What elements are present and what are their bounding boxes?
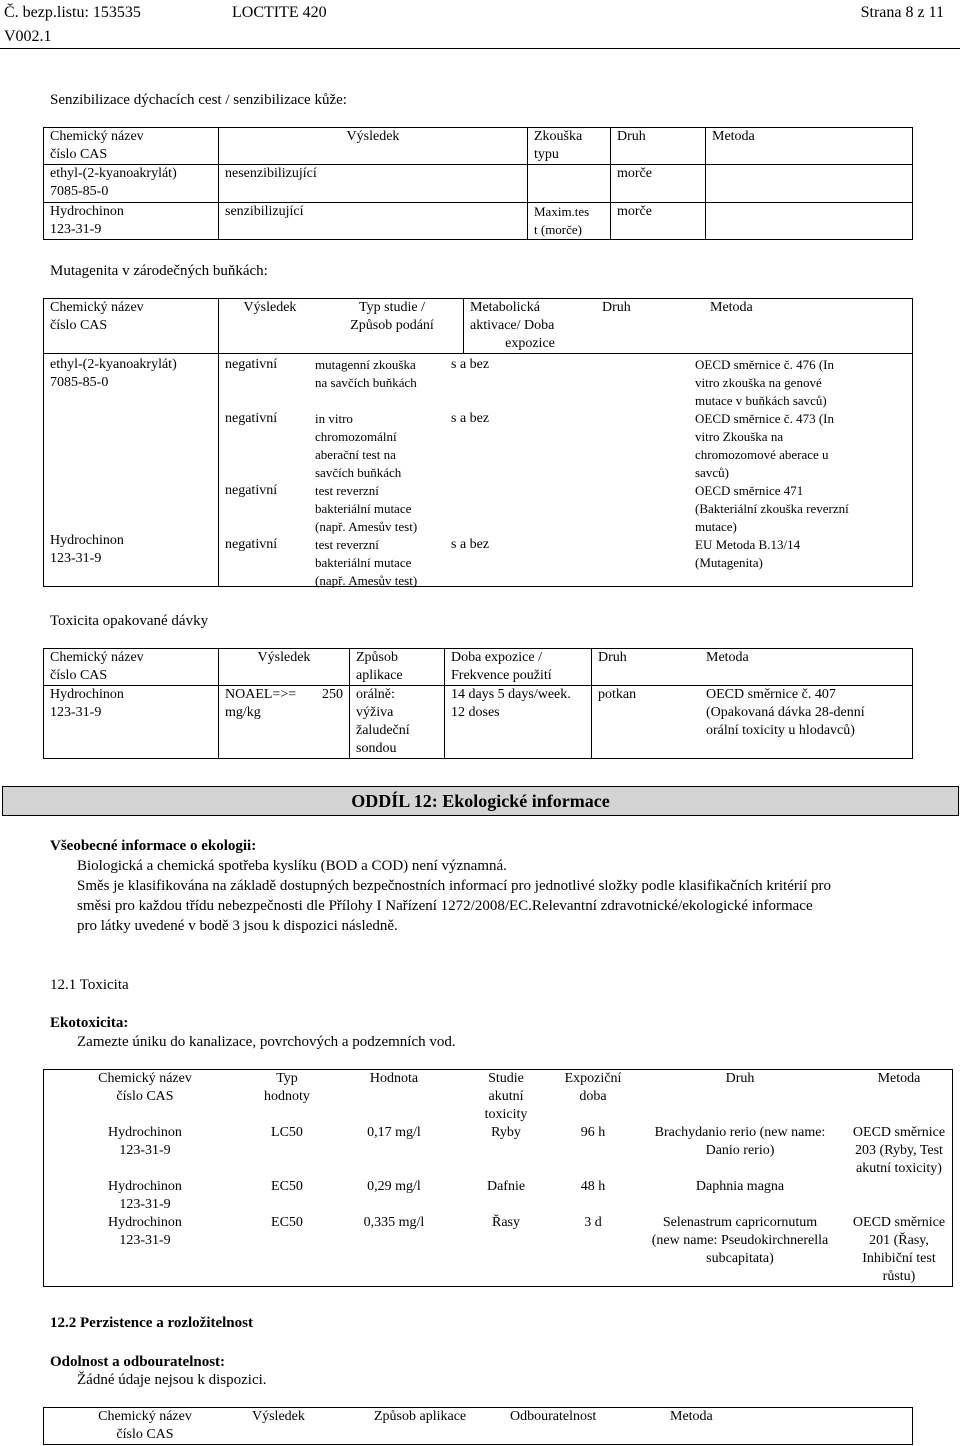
col-header-result: Výsledek (346, 129, 400, 144)
col-header-degradability: Odbouratelnost (510, 1409, 597, 1424)
study-type-cont: aberační test na (315, 447, 396, 462)
study-type-cont: bakteriální mutace (315, 555, 412, 570)
exposure-cell: 3 d (584, 1215, 602, 1230)
result-cell: nesenzibilizující (219, 165, 528, 203)
study-type: mutagenní zkouška (315, 357, 416, 372)
value-cell: 0,29 mg/l (367, 1179, 421, 1194)
cas-number: 123-31-9 (50, 551, 102, 566)
degradability-title: Odolnost a odbouratelnost: (50, 1354, 226, 1370)
table-row (44, 165, 913, 203)
method-line: OECD směrnice č. 473 (In (695, 411, 834, 426)
species-cell: potkan (592, 686, 701, 759)
method-line: savců) (695, 465, 729, 480)
degradability-text: Žádné údaje nejsou k dispozici. (77, 1372, 267, 1388)
col-header-species: Druh (725, 1071, 755, 1086)
col-header-cas: číslo CAS (116, 1089, 174, 1104)
text-line: směsi pro každou třídu nebezpečnosti dle Přílohy I Nařízení 1272/2008/EC.Relevantní zdravotnické/ekologické informace (77, 898, 813, 914)
ecotoxicity-title: Ekotoxicita: (50, 1015, 129, 1031)
result-cell: senzibilizující (219, 203, 528, 240)
cas-number: 7085-85-0 (50, 375, 109, 390)
study-type-cont: bakteriální mutace (315, 501, 412, 516)
method-line: mutace) (695, 519, 737, 534)
value-cell: 0,335 mg/l (363, 1215, 425, 1230)
substance-name: Hydrochinon (108, 1215, 182, 1230)
header-rule (0, 48, 960, 49)
study-type-cont: savčích buňkách (315, 465, 402, 480)
col-header-method: Metoda (712, 129, 755, 144)
col-header-method: Metoda (877, 1071, 921, 1086)
species-line: Danio rerio) (705, 1143, 775, 1158)
col-header-name: Chemický název (50, 650, 144, 665)
method-line: 201 (Řasy, (869, 1233, 929, 1248)
study-type-cont: (např. Amesův test) (315, 573, 418, 588)
application-line: sondou (356, 741, 397, 756)
col-header-value: Hodnota (369, 1071, 419, 1086)
section-12-banner (2, 786, 959, 816)
cas-number: 123-31-9 (119, 1233, 171, 1248)
col-header-study-3: toxicity (484, 1107, 528, 1122)
substance-name: ethyl-(2-kyanoakrylát) (50, 166, 177, 181)
substance-name: Hydrochinon (50, 204, 124, 219)
exposure-cell: 48 h (580, 1179, 606, 1194)
col-header-cas: číslo CAS (50, 318, 108, 333)
col-header-exposure: Expoziční (564, 1071, 622, 1086)
duration-line: 14 days 5 days/week. (451, 687, 571, 702)
table-row (44, 203, 913, 240)
application-line: žaludeční (356, 723, 410, 738)
study-type: test reverzní (315, 537, 379, 552)
col-header-result: Výsledek (257, 650, 311, 665)
method-line: OECD směrnice č. 407 (706, 687, 836, 702)
col-header-result: Výsledek (252, 1409, 305, 1424)
study-cell: Ryby (491, 1125, 521, 1140)
sheet-number: Č. bezp.listu: 153535 (4, 4, 141, 21)
application-line: orálně: (356, 687, 395, 702)
test-type-cont: t (morče) (534, 222, 583, 237)
substance-name: Hydrochinon (50, 533, 124, 548)
study-type: in vitro (315, 411, 353, 426)
species-line: subcapitata) (706, 1251, 774, 1266)
col-header-activation: Metabolická (470, 300, 540, 315)
text-line: pro látky uvedené v bodě 3 jsou k dispozici následně. (77, 918, 398, 934)
species-line: Daphnia magna (695, 1179, 785, 1194)
method-line: mutace v buňkách savců) (695, 393, 827, 408)
col-header-cas: číslo CAS (50, 147, 108, 162)
col-header-result: Výsledek (243, 300, 297, 315)
result-cell: negativní (225, 483, 278, 498)
product-name: LOCTITE 420 (232, 4, 327, 21)
general-eco-title: Všeobecné informace o ekologii: (50, 838, 257, 854)
result-cell: NOAEL=>= (225, 687, 297, 702)
col-header-type: Typ (276, 1071, 298, 1086)
col-header-frequency: Frekvence použití (451, 668, 552, 683)
study-cell: Řasy (492, 1215, 520, 1230)
mutagenicity-table (43, 298, 913, 587)
col-header-method: Metoda (710, 300, 753, 315)
repeat-dose-table (43, 648, 913, 759)
method-line: OECD směrnice č. 476 (In (695, 357, 834, 372)
col-header-method: Metoda (706, 650, 749, 665)
study-type-cont: (např. Amesův test) (315, 519, 418, 534)
duration-line: 12 doses (451, 705, 500, 720)
degradability-table (43, 1407, 913, 1445)
activation-cell: s a bez (451, 357, 490, 372)
repeat-dose-title: Toxicita opakované dávky (50, 613, 209, 629)
col-header-application: Způsob podání (350, 318, 434, 333)
section-12-title: ODDÍL 12: Ekologické informace (351, 791, 610, 811)
col-header-duration: Doba expozice / (451, 650, 542, 665)
col-header-name: Chemický název (50, 129, 144, 144)
sensitization-title: Senzibilizace dýchacích cest / senzibilizace kůže: (50, 92, 347, 108)
col-header-species: Druh (598, 650, 627, 665)
cas-number: 123-31-9 (50, 705, 102, 720)
col-header-cas: číslo CAS (116, 1427, 174, 1442)
method-line: (Bakteriální zkouška reverzní (695, 501, 849, 516)
method-line: 203 (Ryby, Test (855, 1143, 943, 1158)
col-header-study-2: akutní (488, 1089, 524, 1104)
general-eco-text (77, 856, 947, 936)
method-line: orální toxicity u hlodavců) (706, 723, 855, 738)
col-header-activation-2: aktivace/ Doba (470, 318, 555, 333)
table-row (44, 1124, 953, 1178)
value-type: EC50 (271, 1215, 303, 1230)
cas-number: 7085-85-0 (50, 184, 109, 199)
col-header-test-type: typu (534, 147, 559, 162)
col-header-study-type: Typ studie / (359, 300, 425, 315)
value-type: LC50 (271, 1125, 303, 1140)
col-header-species: Druh (617, 129, 646, 144)
study-type-cont: na savčích buňkách (315, 375, 417, 390)
toxicity-heading: 12.1 Toxicita (50, 977, 129, 993)
col-header-name: Chemický název (98, 1409, 192, 1424)
study-cell: Dafnie (486, 1179, 526, 1194)
activation-cell: s a bez (451, 537, 490, 552)
test-type: Maxim.tes (534, 204, 590, 219)
page-number: Strana 8 z 11 (860, 4, 944, 21)
persistence-heading: 12.2 Perzistence a rozložitelnost (50, 1315, 253, 1331)
cas-number: 123-31-9 (119, 1143, 171, 1158)
col-header-method: Metoda (670, 1409, 713, 1424)
version: V002.1 (4, 28, 52, 45)
study-type-cont: chromozomální (315, 429, 397, 444)
result-cell: negativní (225, 357, 278, 372)
result-cell: negativní (225, 411, 278, 426)
text-line: Biologická a chemická spotřeba kyslíku (BOD a COD) není významná. (77, 858, 507, 874)
method-line: EU Metoda B.13/14 (695, 537, 801, 552)
ecotoxicity-text: Zamezte úniku do kanalizace, povrchových a podzemních vod. (77, 1034, 456, 1050)
col-header-species: Druh (602, 300, 631, 315)
species-cell: morče (611, 203, 706, 240)
table-row (44, 686, 913, 759)
method-line: OECD směrnice (852, 1215, 946, 1230)
mutagenicity-title: Mutagenita v zárodečných buňkách: (50, 263, 268, 279)
species-cell: morče (611, 165, 706, 203)
sensitization-table (43, 127, 913, 240)
species-line: (new name: Pseudokirchnerella (651, 1233, 829, 1248)
cas-number: 123-31-9 (50, 222, 102, 237)
col-header-application-2: aplikace (356, 668, 403, 683)
table-row (44, 1178, 953, 1214)
col-header-test: Zkouška (534, 129, 583, 144)
cas-number: 123-31-9 (119, 1197, 171, 1212)
species-line: Brachydanio rerio (new name: (654, 1125, 826, 1140)
method-line: chromozomové aberace u (695, 447, 829, 462)
table-row (44, 1214, 953, 1287)
method-line: OECD směrnice 471 (695, 483, 804, 498)
ecotoxicity-table (43, 1069, 953, 1287)
study-type: test reverzní (315, 483, 379, 498)
species-line: Selenastrum capricornutum (662, 1215, 818, 1230)
col-header-type-2: hodnoty (264, 1089, 310, 1104)
method-line: vitro zkouška na genové (695, 375, 822, 390)
col-header-exposure-2: doba (579, 1089, 607, 1104)
activation-cell: s a bez (451, 411, 490, 426)
substance-name: Hydrochinon (108, 1125, 182, 1140)
value-cell: 0,17 mg/l (367, 1125, 421, 1140)
method-line: Inhibiční test růstu) (862, 1251, 936, 1284)
col-header-activation-3: expozice (505, 336, 555, 351)
text-line: Směs je klasifikována na základě dostupných bezpečnostních informací pro jednotlivé složky podle klasifikačních kritérií pro (77, 878, 831, 894)
method-line: (Mutagenita) (695, 555, 763, 570)
col-header-study: Studie (488, 1071, 524, 1086)
value-type: EC50 (271, 1179, 303, 1194)
col-header-cas: číslo CAS (50, 668, 108, 683)
col-header-application: Způsob aplikace (374, 1409, 467, 1424)
result-unit: mg/kg (225, 705, 261, 720)
result-cell: negativní (225, 537, 278, 552)
substance-name: Hydrochinon (50, 687, 124, 702)
col-header-application: Způsob (356, 650, 398, 665)
col-header-name: Chemický název (50, 300, 144, 315)
application-line: výživa (356, 705, 394, 720)
method-line: vitro Zkouška na (695, 429, 784, 444)
exposure-cell: 96 h (580, 1125, 606, 1140)
method-line: akutní toxicity) (856, 1161, 942, 1176)
method-line: OECD směrnice (852, 1125, 946, 1140)
substance-name: ethyl-(2-kyanoakrylát) (50, 357, 177, 372)
substance-name: Hydrochinon (108, 1179, 182, 1194)
col-header-name: Chemický název (98, 1071, 192, 1086)
method-line: (Opakovaná dávka 28-denní (706, 705, 865, 720)
result-value: 250 (322, 687, 343, 702)
